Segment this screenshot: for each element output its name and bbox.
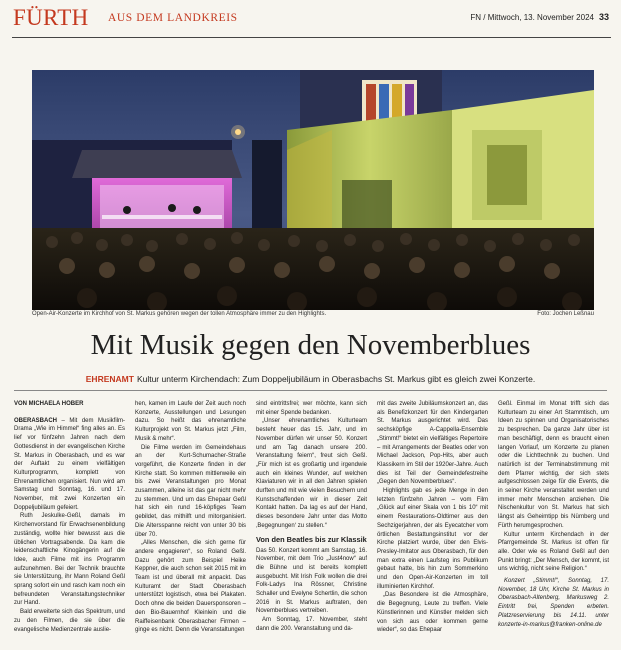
article-paragraph: „Alles Menschen, die sich gerne für andere engagieren“, so Roland Geßl. Dazu gehört zum Beispiel Heike Keppner, die auch schon seit 2015 mit im Team ist und überall mit anpackt. Das Kulturamt der Stadt Oberasbach unterstützt logistisch, etwa bei Plakaten. Doch ohne die beiden Dauersponsoren – den Bio-Bauernhof Kleinlein und die Raiffeisenbank Oberasbacher Firmen – ginge es nicht. Denn die Veranstaltungen xyxy=(135,540,246,634)
article-paragraph: „Unser ehrenamtliches Kulturteam besteht heuer das 15. Jahr, und im November dürfen wir unser 50. Konzert und am Tag danach unsere 200. Veranstaltung feiern“, freut sich Geßl. „Für mich ist es großartig und irgendwie auch ein kleines Wunder, auf welchen Klaviaturen wir in all den Jahren spielen durften und mit wie vielen Besuchern und Kunstschaffenden wir in dieser Zeit Kontakt hatten. Da lag es auf der Hand, dieses besondere Jahr unter das Motto ‚Begegnungen‘ zu stellen.“ xyxy=(256,418,367,529)
article-column-4 xyxy=(377,400,488,648)
article-paragraph: OBERASBACH – Mit dem Musikfilm-Drama „Wie im Himmel“ fing alles an. Es lief vor fünfzehn Jahren nach dem Gottesdienst in der evangelischen Kirche St. Markus in Oberasbach, und es war der Auftakt zu einem vielfältigen Kulturprogramm, komplett von Ehrenamtlichen organisiert. Nun wird am Samstag und Sonntag, 16. und 17. November, mit zwei Konzerten ein Doppeljubiläum gefeiert. xyxy=(14,417,125,511)
headline-rule xyxy=(14,390,607,391)
article-paragraph: Am Sonntag, 17. November, steht dann die 200. Veranstaltung und da- xyxy=(256,617,367,632)
article-paragraph: Geßl. Einmal im Monat trifft sich das Kulturteam zu einer Art Stammtisch, um Ideen zu spinnen und Organisatorisches zu besprechen. Da ganze Jahr über ist man beschäftigt, denn es braucht einen langen Vorlauf, um Konzerte zu planen oder die Lichttechnik zu buchen. Und natürlich ist der Terminabstimmung mit dem Pfarrer wichtig, der sich stets aufgeschlossen zeige für die Events, die in seiner Kirche veranstaltet werden und immer mehr Menschen anziehen. Die Nischenkultur von St. Markus hat sich längst als Geheimtipp bis Nürnberg und Fürth herumgesprochen. xyxy=(498,401,609,529)
article-column-1 xyxy=(14,400,125,648)
article-paragraph: hen, kamen im Laufe der Zeit auch noch Konzerte, Ausstellungen und Lesungen dazu. So heißt das ehrenamtliche Kulturprojekt von St. Markus jetzt „Film, Musik & mehr“. xyxy=(135,401,246,442)
subline-text: Kultur unterm Kirchendach: Zum Doppeljubiläum in Oberasbachs St. Markus gibt es gleich zwei Konzerte. xyxy=(136,374,536,384)
article-paragraph: Die Filme werden im Gemeindehaus an der Kurt-Schumacher-Straße vorgeführt, die Konzerte finden in der Kirche statt. So kommen mittlerweile ein bis zwei Veranstaltungen pro Monat zusammen, alleine ist das gar nicht mehr zu stemmen. Und um das Ehepaar Geßl hat sich ein rund 16-köpfiges Team gebildet, das mithilft und mitorganisiert. Die Altersspanne reicht von unter 30 bis über 70. xyxy=(135,444,246,538)
article-paragraph: „Das Besondere ist die Atmosphäre, die Begegnung, Leute zu treffen. Viele Künstlerinnen und Künstler melden sich von sich aus oder kommen gerne wieder“, so das Ehepaar xyxy=(377,592,488,634)
section-title: FÜRTH xyxy=(13,5,89,30)
concert-photo-image xyxy=(32,70,594,310)
article-paragraph: Das 50. Konzert kommt am Samstag, 16. November, mit dem Trio „Just4now“ auf die Bühne und ist bereits komplett ausgebucht. Mit Irish Folk wollen die drei Folk-Ladys Ina Rössner, Christine Schaller und Evelyne Schertlin, die schon 2016 in St. Markus auftraten, den Novemberblues vertreiben. xyxy=(256,547,367,615)
article-headline: Mit Musik gegen den Novemberblues xyxy=(90,329,531,361)
section-subtitle: AUS DEM LANDKREIS xyxy=(108,12,238,24)
article-subline xyxy=(0,374,621,384)
article-paragraph: Ruth Jeskulke-Geßl, damals im Kirchenvorstand für Erwachsenenbildung zuständig, wollte hier bewusst aus die üblichen Vortragsabende. Da kam die leidenschaftliche Kinogängerin auf die Idee, auch Filme mit ins Programm aufzunehmen. Bei der Technik brauchte sie Unterstützung, ihr Mann Roland Geßl sprang sofort ein und rasch kam noch ein befreundeten Veranstaltungstechniker zur Hand. xyxy=(14,513,125,607)
event-info: Konzert „Stimmt!“, Sonntag, 17. November, 18 Uhr, Kirche St. Markus in Oberasbach-Altenberg, Markusweg 2. Eintritt frei, Spenden erbeten. Platzreservierung bis 14.11. unter konzerte-in-markus@franken-online.de xyxy=(498,578,609,628)
header-rule xyxy=(12,37,611,38)
article-column-3 xyxy=(256,400,367,648)
article-paragraph: mit das zweite Jubiläumskonzert an, das als Benefizkonzert für den Kindergarten St. Markus ausgerichtet wird. Das sechsköpfige A-Cappella-Ensemble „Stimmt!“ bietet ein vielfältiges Repertoire – mit Arrangements der Beatles oder von Michael Jackson, Pop-Hits, aber auch Klassikern im Stil der 1920er-Jahre. Auch dies ist Teil der Gemeindefestreihe „Gegen den Novemberblues“. xyxy=(377,401,488,486)
issue-meta xyxy=(470,13,609,22)
article-column-2 xyxy=(135,400,246,648)
subheading: Von den Beatles bis zur Klassik xyxy=(256,534,367,544)
issue-date: FN / Mittwoch, 13. November 2024 xyxy=(470,13,594,22)
author-byline: VON MICHAELA HÖBER xyxy=(14,401,84,407)
article-paragraph: Highlights gab es jede Menge in den letzten fünfzehn Jahren – vom Film „Glück auf einer Skala von 1 bis 10“ mit einem Restaurations-Oldtimer aus den Sechzigerjahren, der als Eyecatcher vom örtlichen Bestattungsinstitut vor der Kirche platziert wurde, über den Elvis-Presley-Imitator aus Oberasbach, für den man extra einen Laufsteg ins Publikum gebaut hatte, bis hin zum Sommerkino und den Open-Air-Konzerten im toll illuminierten Kirchhof. xyxy=(377,488,488,590)
article-paragraph: Bald erweiterte sich das Spektrum, und zu den Filmen, die sie über die evangelische Medienzentrale auslie- xyxy=(14,609,125,633)
photo-credit: Foto: Jochen Leßnau xyxy=(537,311,594,317)
caption-text: Open-Air-Konzerte im Kirchhof von St. Markus gehören wegen der tollen Atmosphäre immer zu den Highlights. xyxy=(32,311,327,317)
article-body xyxy=(14,400,611,648)
dateline: OBERASBACH xyxy=(14,417,58,424)
article-paragraph: Kultur unterm Kirchendach in der Pfarrgemeinde St. Markus ist offen für alle. Oder wie es Roland Geßl auf den Punkt bringt: „Der Mensch, der kommt, ist uns wichtig, nicht seine Religion.“ xyxy=(498,531,609,573)
page-number: 33 xyxy=(598,12,609,22)
article-paragraph: sind eintrittsfrei; wer möchte, kann sich mit einer Spende bedanken. xyxy=(256,401,367,416)
concert-photo xyxy=(32,70,594,310)
photo-caption xyxy=(32,311,594,318)
article-column-5 xyxy=(498,400,609,648)
kicker-label: EHRENAMT xyxy=(85,374,134,384)
